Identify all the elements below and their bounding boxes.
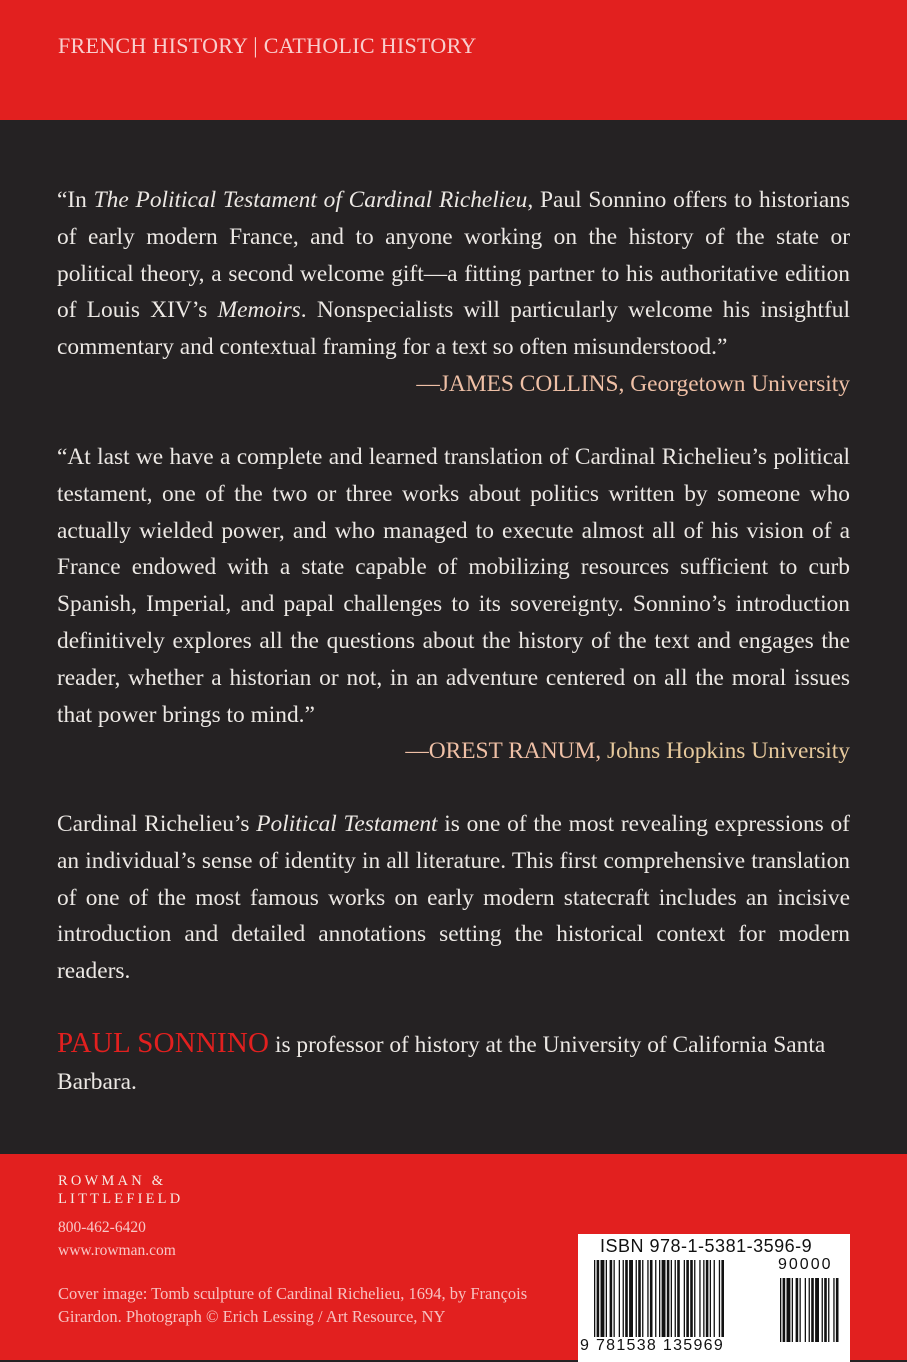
blurb-collins: “In The Political Testament of Cardinal Richelieu, Paul Sonnino offers to historians of early modern France, and to anyone working on the history of the state or political theory, a second welcome gift—a fitting partner to his authoritative edition of Louis XIV’s Memoirs. Nonspecialists will particularly welcome his insightful commentary and contextual framing for a text so often misunderstood.” —JAMES COLLINS, Georgetown University [57, 182, 850, 403]
barcode-stripe [606, 1260, 607, 1338]
cover-image-credit: Cover image: Tomb sculpture of Cardinal Richelieu, 1694, by François Girardon. Photograph © Erich Lessing / Art Resource, NY [58, 1284, 528, 1326]
barcode-addon-stripe [792, 1278, 793, 1342]
barcode-addon-stripe [796, 1278, 799, 1342]
barcode-stripe [650, 1260, 653, 1338]
barcode-stripe [677, 1260, 680, 1338]
barcode-addon-stripe [833, 1278, 834, 1342]
barcode-stripe [675, 1260, 676, 1338]
category-label: FRENCH HISTORY | CATHOLIC HISTORY [58, 33, 477, 58]
barcode-stripe [623, 1260, 624, 1338]
barcode-stripe [642, 1260, 643, 1338]
barcode-stripe [662, 1260, 666, 1338]
publisher-phone: 800-462-6420 [58, 1219, 146, 1236]
barcode-stripe [710, 1260, 711, 1338]
book-description: Cardinal Richelieu’s Political Testament is one of the most revealing expressions of an individual’s sense of identity in all literature. This first comprehensive translation of one of the most famous works on early modern statecraft includes an incisive introduction and detailed annotations setting the historical context for modern readers. [57, 811, 850, 985]
publisher-logo: ROWMAN & LITTLEFIELD [58, 1173, 184, 1207]
barcode-stripe [694, 1260, 695, 1338]
barcode-stripe [721, 1260, 724, 1338]
barcode-stripe [671, 1260, 672, 1338]
barcode-addon-stripe [783, 1278, 786, 1342]
barcode-ean-digits: 9 781538 135969 [580, 1337, 725, 1354]
barcode-stripe [638, 1260, 641, 1338]
barcode-addon-stripe [800, 1278, 801, 1342]
barcode-stripe [719, 1260, 720, 1338]
barcode-addon-stripe [828, 1278, 829, 1342]
isbn-label: ISBN 978-1-5381-3596-9 [600, 1236, 813, 1256]
barcode-stripe [659, 1260, 660, 1338]
barcode-stripe [667, 1260, 670, 1338]
barcode-stripe [686, 1260, 689, 1338]
barcode-stripe [655, 1260, 656, 1338]
barcode-addon-stripe [824, 1278, 827, 1342]
barcode-stripe [690, 1260, 693, 1338]
barcode-stripe [619, 1260, 620, 1338]
barcode-addon-stripe [836, 1278, 839, 1342]
attribution-collins: —JAMES COLLINS, Georgetown University [416, 370, 850, 397]
barcode-addon-stripe [811, 1278, 814, 1342]
barcode-addon-stripe [815, 1278, 819, 1342]
barcode-stripe [629, 1260, 633, 1338]
barcode-stripe [597, 1260, 600, 1338]
barcode-stripe [699, 1260, 700, 1338]
book-title: The Political Testament of Cardinal Richelieu [93, 187, 528, 213]
barcode-stripe [614, 1260, 615, 1338]
publisher-contact [58, 1216, 176, 1262]
barcode-addon-digits: 90000 [778, 1256, 833, 1273]
attribution-ranum: —OREST RANUM, Johns Hopkins University [405, 738, 850, 765]
barcode-stripe [610, 1260, 613, 1338]
barcode-stripe [706, 1260, 709, 1338]
description-title: Political Testament [256, 811, 438, 837]
barcode-addon-stripe [780, 1278, 781, 1342]
barcode-stripe [647, 1260, 648, 1338]
barcode-stripe [684, 1260, 685, 1338]
isbn-barcode [578, 1234, 850, 1362]
barcode-stripe [714, 1260, 715, 1338]
barcode-stripe [625, 1260, 628, 1338]
barcode-addon-stripe [822, 1278, 823, 1342]
top-band [0, 0, 907, 120]
author-name: PAUL SONNINO [57, 1027, 270, 1059]
blurb-ranum: “At last we have a complete and learned translation of Cardinal Richelieu’s political testament, one of the two or three works about politics written by someone who actually wielded power, and who managed to execute almost all of his vision of a France endowed with a state capable of mobilizing resources sufficient to curb Spanish, Imperial, and papal challenges to its sovereignty. Sonnino’s introduction definitively explores all the questions about the history of the text and engages the reader, whether a historian or not, in an adventure centered on all the moral issues that power brings to mind.” —OREST RANUM, Johns Hopkins University [57, 439, 850, 770]
barcode-addon-stripe [787, 1278, 791, 1342]
barcode-addon-stripe [809, 1278, 810, 1342]
bottom-band [0, 1154, 907, 1360]
barcode-stripe [703, 1260, 704, 1338]
barcode-stripe [594, 1260, 595, 1338]
publisher-website: www.rowman.com [58, 1242, 176, 1259]
author-bio: PAUL SONNINO is professor of history at the University of California Santa Barbara. [57, 1027, 826, 1095]
barcode-addon-stripe [805, 1278, 806, 1342]
memoirs-title: Memoirs [217, 297, 301, 324]
barcode-stripe [601, 1260, 605, 1338]
barcode-stripe [636, 1260, 637, 1338]
